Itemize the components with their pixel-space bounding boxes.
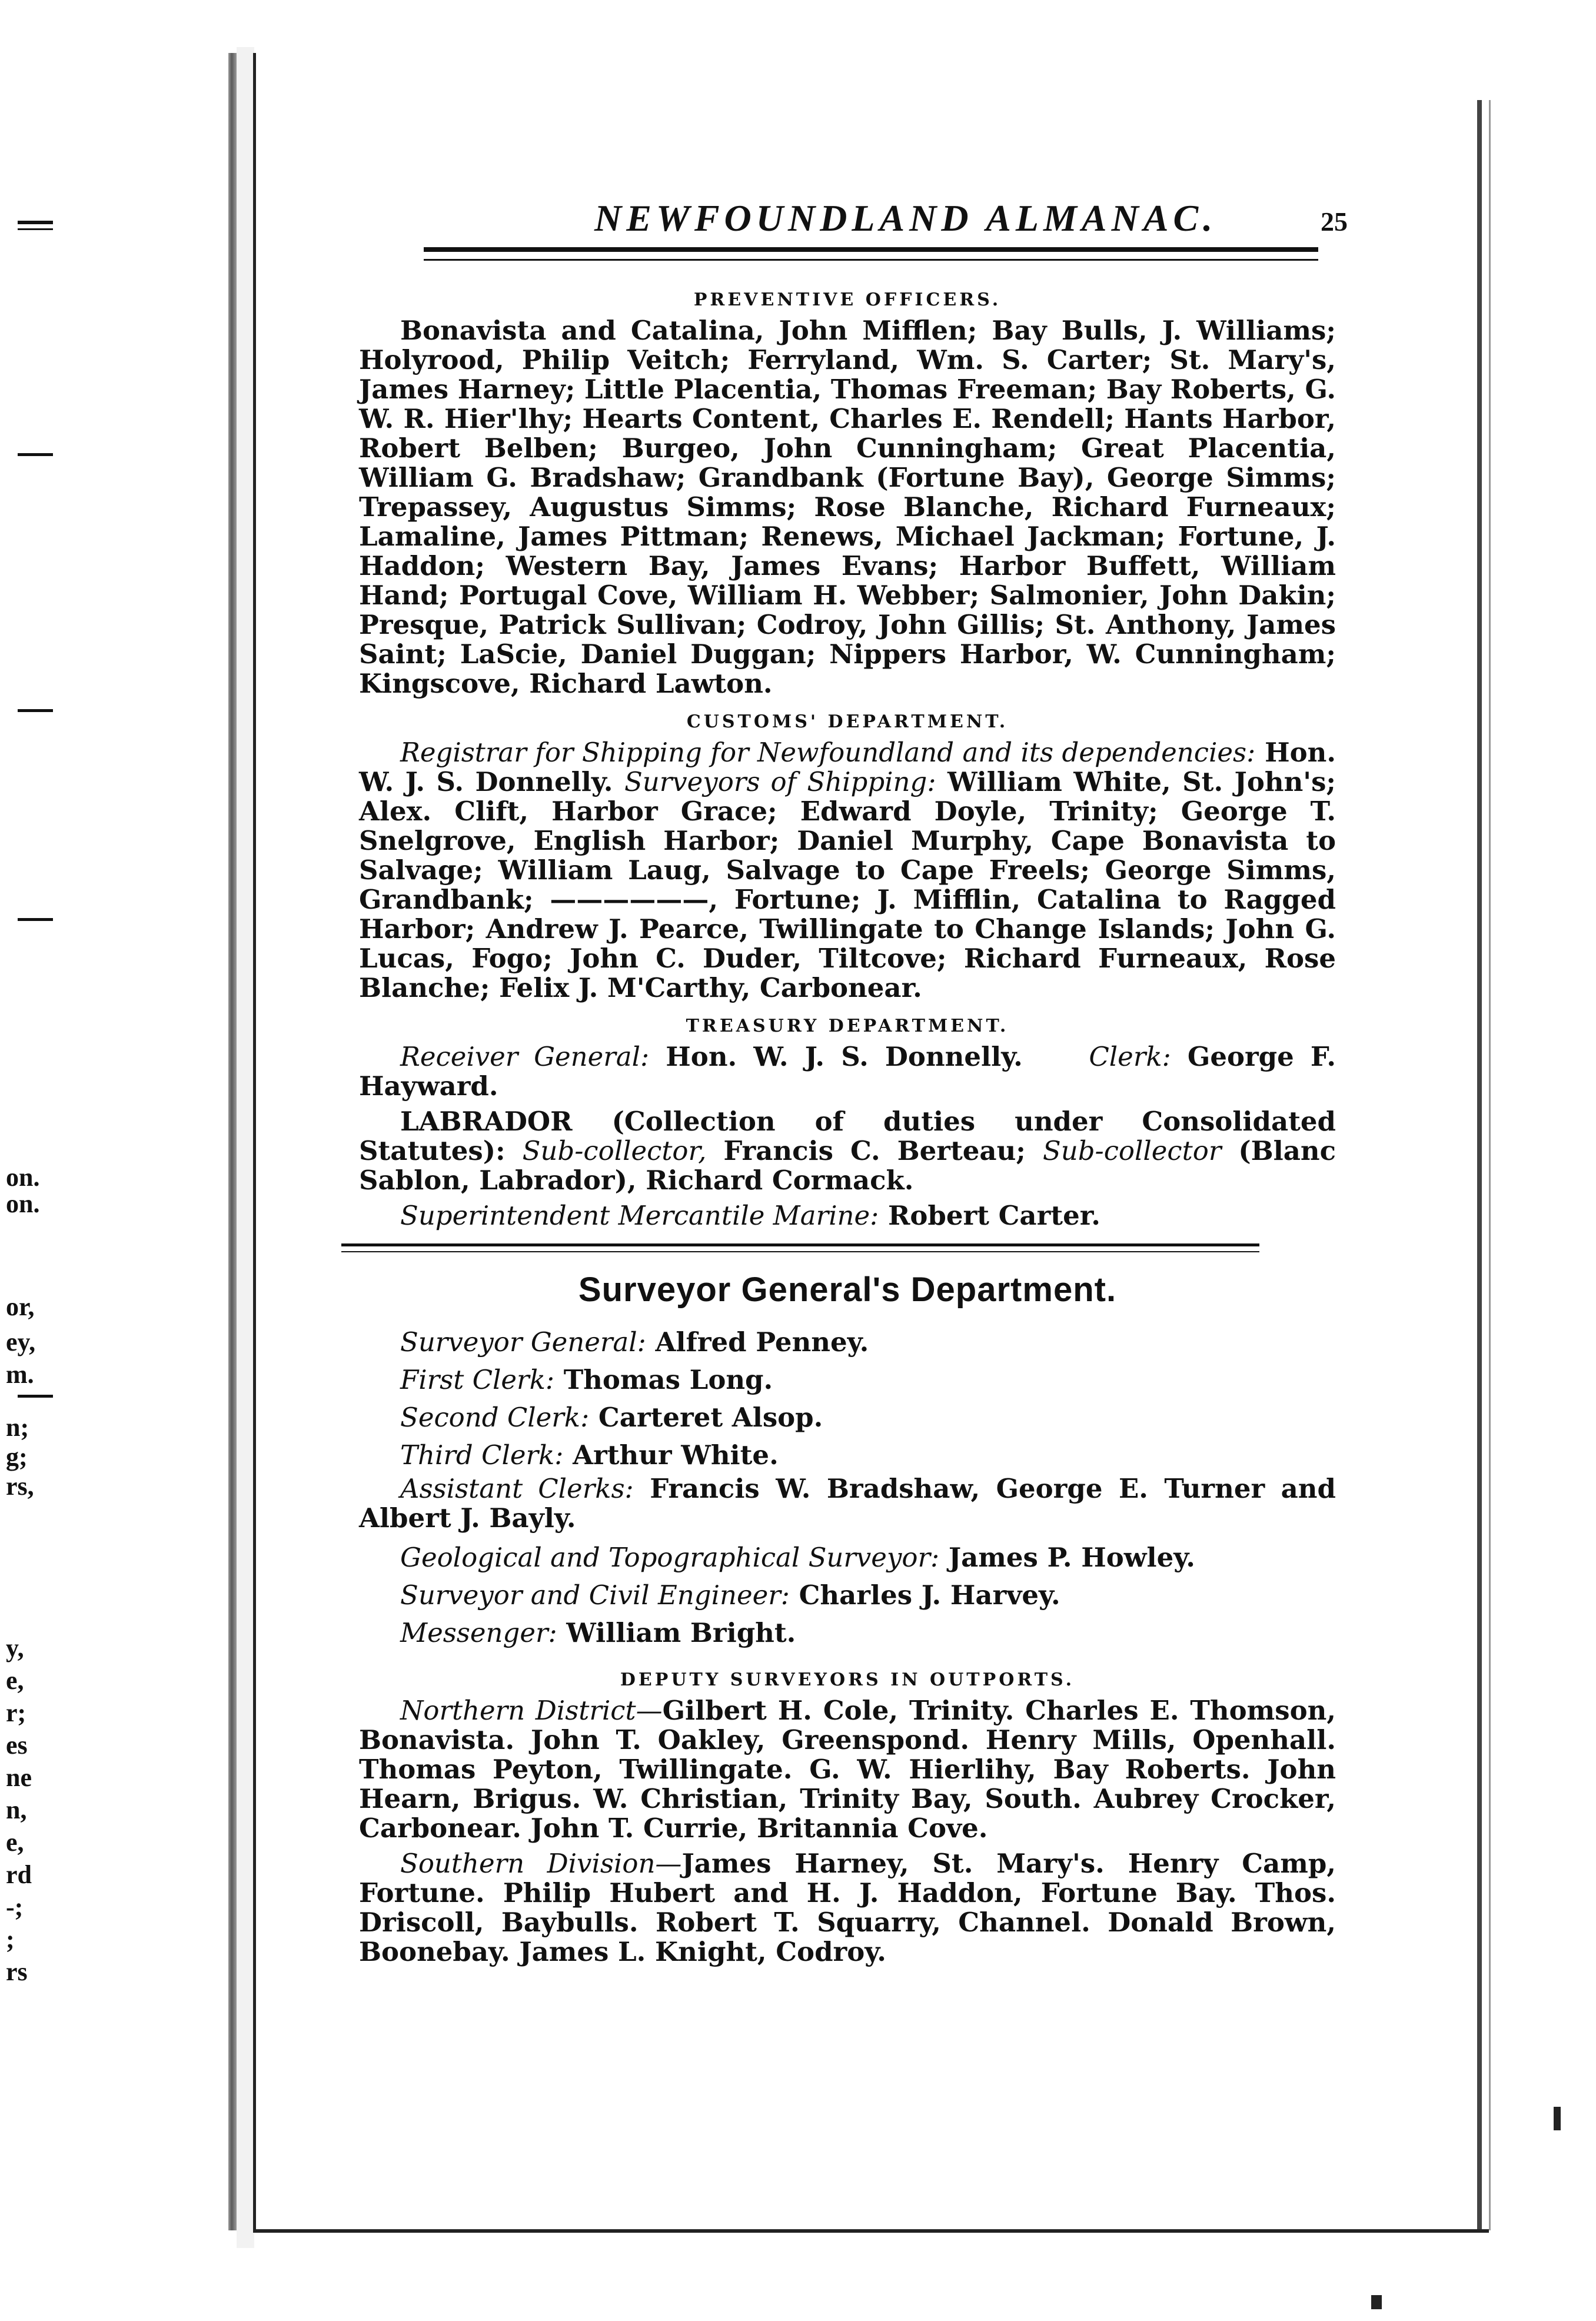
fragment-text: e, bbox=[6, 1666, 24, 1695]
fragment-text: rs bbox=[6, 1957, 28, 1986]
entry-label: Surveyor and Civil Engineer: bbox=[400, 1580, 790, 1611]
entry-name: Carteret Alsop. bbox=[598, 1402, 823, 1433]
surveyor-department-heading: Surveyor General's Department. bbox=[578, 1271, 1117, 1309]
entry-label: Surveyor General: bbox=[400, 1326, 646, 1358]
surveyor-entry bbox=[359, 1361, 1336, 1399]
entry-name: Charles J. Harvey. bbox=[799, 1580, 1060, 1611]
preventive-officers-text: Bonavista and Catalina, John Mifflen; Bay Bulls, J. Williams; Holyrood, Philip Veitch; Ferryland, Wm. S. Carter; St. Mary's, James Harney; Little Placentia, Thomas Freeman; Bay Roberts, G. W. R. Hier'lhy; Hearts Content, Charles E. Rendell; Hants Harbor, Robert Belben; Burgeo, John Cunningham; Great Placentia, William G. Bradshaw; Grandbank (Fortune Bay), George Simms; Trepassey, Augustus Simms; Rose Blanche, Richard Furneaux; Lamaline, James Pittman; Renews, Michael Jackman; Fortune, J. Haddon; Western Bay, James Evans; Harbor Buffett, William Hand; Portugal Cove, William H. Webber; Salmonier, John Dakin; Presque, Patrick Sullivan; Codroy, John Gillis; St. Anthony, James Saint; LaScie, Daniel Duggan; Nippers Harbor, W. Cunningham; Kingscove, Richard Lawton. bbox=[359, 315, 1336, 699]
binding-edge bbox=[228, 53, 237, 2230]
entry-label: Third Clerk: bbox=[400, 1439, 564, 1471]
page-number: 25 bbox=[1321, 207, 1348, 237]
surveyor-entry bbox=[359, 1324, 1336, 1361]
southern-text: James Harney, St. Mary's. Henry Camp, Fortune. Philip Hubert and H. J. Haddon, Fortune Bay. Thos. Driscoll, Baybulls. Robert T. Squarry, Channel. Donald Brown, Boonebay. James L. Knight, Codroy. bbox=[359, 1848, 1336, 1967]
fragment-text: -; bbox=[6, 1893, 24, 1921]
fragment-text: rs, bbox=[6, 1472, 34, 1501]
customs-text bbox=[359, 738, 1336, 1003]
southern-division-text bbox=[359, 1849, 1336, 1967]
fragment-text: n, bbox=[6, 1795, 27, 1824]
section-heading-preventive: PREVENTIVE OFFICERS. bbox=[693, 290, 1002, 310]
page-border-bottom bbox=[253, 2229, 1489, 2233]
fragment-text: or, bbox=[6, 1292, 35, 1321]
clerk-label: Clerk: bbox=[1089, 1041, 1171, 1072]
fragment-text: r; bbox=[6, 1698, 26, 1727]
receiver-label: Receiver General: bbox=[400, 1041, 650, 1072]
surveyor-entry bbox=[359, 1399, 1336, 1437]
surveyor-entry bbox=[359, 1474, 1336, 1533]
scan-speck bbox=[1554, 2107, 1561, 2130]
surveyors-text: William White, St. John's; Alex. Clift, Harbor Grace; Edward Doyle, Trinity; George T. Snelgrove, English Harbor; Daniel Murphy, Cape Bonavista to Salvage; William Laug, Salvage to Cape Freels; George Simms, Grandbank; ——————, Fortune; J. Mifflin, Catalina to Ragged Harbor; Andrew J. Pearce, Twillingate to Change Islands; John G. Lucas, Fogo; John C. Duder, Tiltcove; Richard Furneaux, Rose Blanche; Felix J. M'Carthy, Carbonear. bbox=[359, 766, 1336, 1003]
northern-text: Gilbert H. Cole, Trinity. Charles E. Thomson, Bonavista. John T. Oakley, Greenspond. Henry Mills, Openhall. Thomas Peyton, Twillingate. G. W. Hierlihy, Bay Roberts. John Hearn, Brigus. W. Christian, Trinity Bay, South. Aubrey Crocker, Carbonear. John T. Currie, Britannia Cove. bbox=[359, 1695, 1336, 1844]
entry-label: Assistant Clerks: bbox=[400, 1473, 634, 1504]
section-heading-customs: CUSTOMS' DEPARTMENT. bbox=[686, 711, 1009, 732]
labrador-description: (Collection of duties under Consolidated Statutes): bbox=[359, 1106, 1336, 1166]
fragment-text: y, bbox=[6, 1634, 24, 1662]
registrar-label: Registrar for Shipping for Newfoundland and its dependencies: bbox=[400, 737, 1256, 768]
labrador-text bbox=[359, 1107, 1336, 1195]
fragment-text: on. bbox=[6, 1189, 40, 1218]
northern-district-text bbox=[359, 1696, 1336, 1843]
section-heading-deputy: DEPUTY SURVEYORS IN OUTPORTS. bbox=[620, 1670, 1075, 1690]
fragment-text: e, bbox=[6, 1828, 24, 1857]
section-divider-thin bbox=[341, 1251, 1259, 1252]
fragment-text: ; bbox=[6, 1925, 15, 1954]
northern-label: Northern District— bbox=[400, 1695, 663, 1726]
subcollector-label: Sub-collector, bbox=[522, 1135, 707, 1166]
entry-label: Second Clerk: bbox=[400, 1402, 590, 1433]
clerk-name: George F. Hayward. bbox=[359, 1041, 1336, 1102]
surveyor-entry bbox=[359, 1614, 1336, 1652]
superintendent-label: Superintendent Mercantile Marine: bbox=[400, 1200, 879, 1231]
header-rule bbox=[424, 247, 1318, 252]
fragment-text: es bbox=[6, 1731, 28, 1760]
left-facing-page bbox=[0, 0, 228, 2321]
labrador-title: LABRADOR bbox=[400, 1106, 573, 1137]
header-rule-thin bbox=[424, 259, 1318, 261]
fragment-text: on. bbox=[6, 1163, 40, 1192]
entry-name: Francis W. Bradshaw, George E. Turner and Albert J. Bayly. bbox=[359, 1473, 1336, 1534]
surveyors-label: Surveyors of Shipping: bbox=[624, 766, 936, 797]
subcollector2-label: Sub-collector bbox=[1042, 1135, 1222, 1166]
fragment-text: ne bbox=[6, 1763, 32, 1792]
surveyor-entry bbox=[359, 1539, 1336, 1577]
fragment-text: m. bbox=[6, 1360, 34, 1389]
surveyor-entry bbox=[359, 1577, 1336, 1614]
scan-speck bbox=[1371, 2295, 1382, 2309]
divider bbox=[18, 228, 53, 230]
section-heading-treasury: TREASURY DEPARTMENT. bbox=[686, 1016, 1009, 1036]
divider bbox=[18, 453, 53, 456]
fragment-text: n; bbox=[6, 1413, 29, 1442]
entry-name: Thomas Long. bbox=[563, 1364, 773, 1395]
fragment-text: ey, bbox=[6, 1328, 36, 1356]
entry-label: Geological and Topographical Surveyor: bbox=[400, 1542, 940, 1573]
entry-label: First Clerk: bbox=[400, 1364, 555, 1395]
entry-name: James P. Howley. bbox=[948, 1542, 1195, 1573]
page-border-right bbox=[1477, 100, 1482, 2230]
divider bbox=[18, 709, 53, 712]
receiver-name: Hon. W. J. S. Donnelly. bbox=[666, 1041, 1023, 1072]
fragment-text: g; bbox=[6, 1442, 28, 1471]
page-title: NEWFOUNDLAND ALMANAC. bbox=[594, 197, 1218, 239]
subcollector2-name: (Blanc Sablon, Labrador), Richard Cormack. bbox=[359, 1135, 1336, 1196]
fragment-text: rd bbox=[6, 1860, 32, 1889]
treasury-text bbox=[359, 1042, 1336, 1101]
divider bbox=[18, 1395, 53, 1398]
almanac-page bbox=[359, 182, 1348, 1967]
divider bbox=[18, 221, 53, 224]
entry-name: Arthur White. bbox=[573, 1439, 779, 1471]
page-header bbox=[359, 182, 1348, 253]
surveyor-entry bbox=[359, 1437, 1336, 1474]
superintendent-name: Robert Carter. bbox=[887, 1200, 1100, 1231]
page-border-right-inner bbox=[1489, 100, 1491, 2230]
superintendent-text bbox=[359, 1201, 1336, 1231]
subcollector-name: Francis C. Berteau; bbox=[723, 1135, 1026, 1166]
divider bbox=[18, 918, 53, 921]
entry-label: Messenger: bbox=[400, 1617, 557, 1648]
entry-name: Alfred Penney. bbox=[655, 1326, 869, 1358]
page-border-left bbox=[253, 53, 256, 2230]
southern-label: Southern Division— bbox=[400, 1848, 682, 1879]
gutter bbox=[237, 47, 254, 2248]
section-divider bbox=[341, 1243, 1259, 1246]
registrar-name: Hon. W. J. S. Donnelly. bbox=[359, 737, 1336, 797]
entry-name: William Bright. bbox=[566, 1617, 796, 1648]
